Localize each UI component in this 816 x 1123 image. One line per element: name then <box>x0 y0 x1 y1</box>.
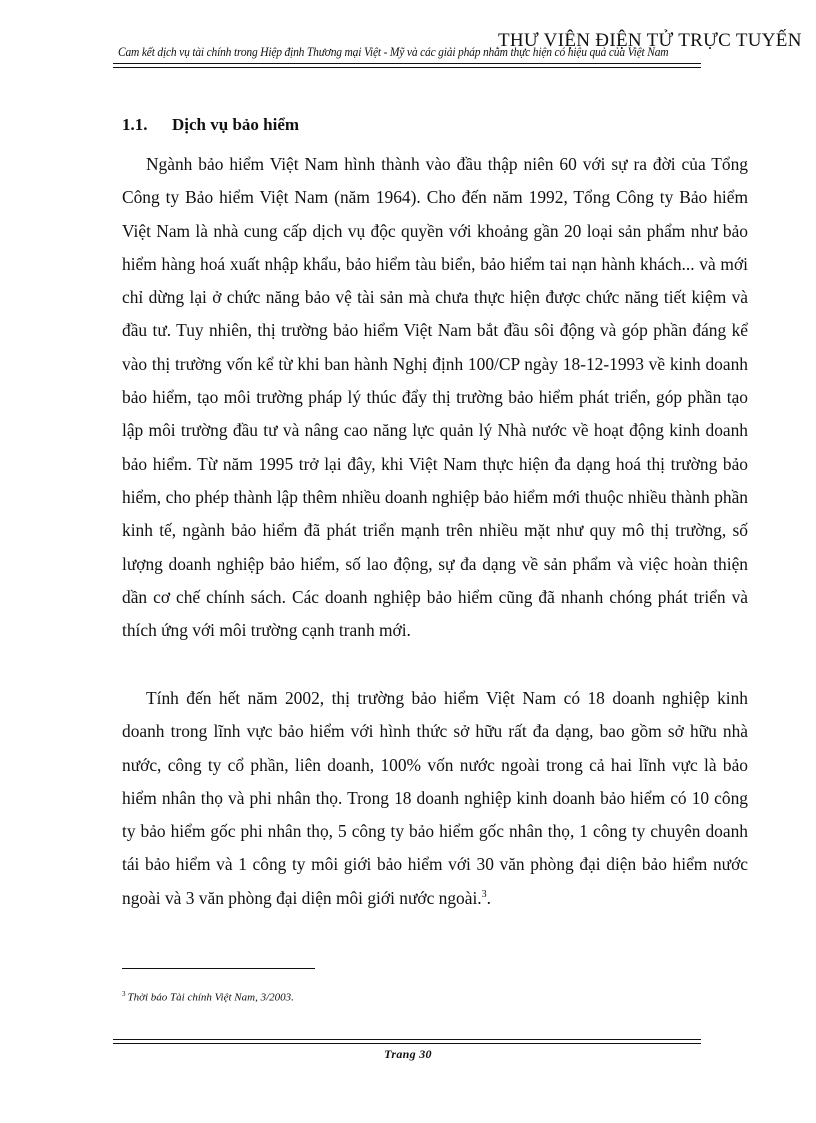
paragraph-1-text: Ngành bảo hiểm Việt Nam hình thành vào đầu thập niên 60 với sự ra đời của Tổng Công ty Bảo hiểm Việt Nam (năm 1964). Cho đến năm 1992, Tổng Công ty Bảo hiểm Việt Nam là nhà cung cấp dịch vụ độc quyền với khoảng gần 20 loại sản phẩm như bảo hiểm hàng hoá xuất nhập khẩu, bảo hiểm tàu biển, bảo hiểm tai nạn hành khách... và mới chỉ dừng lại ở chức năng bảo vệ tài sản mà chưa thực hiện được chức năng tiết kiệm và đầu tư. Tuy nhiên, thị trường bảo hiểm Việt Nam bắt đầu sôi động và góp phần đáng kể vào thị trường vốn kể từ khi ban hành Nghị định 100/CP ngày 18-12-1993 về kinh doanh bảo hiểm, tạo môi trường pháp lý thúc đẩy thị trường bảo hiểm phát triển, góp phần tạo lập môi trường đầu tư và nâng cao năng lực quản lý Nhà nước về hoạt động kinh doanh bảo hiểm. Từ năm 1995 trở lại đây, khi Việt Nam thực hiện đa dạng hoá thị trường bảo hiểm, cho phép thành lập thêm nhiều doanh nghiệp bảo hiểm mới thuộc nhiều thành phần kinh tế, ngành bảo hiểm đã phát triển mạnh trên nhiều mặt như quy mô thị trường, số lượng doanh nghiệp bảo hiểm, số lao động, sự đa dạng về sản phẩm và việc hoàn thiện dần cơ chế chính sách. Các doanh nghiệp bảo hiểm cũng đã nhanh chóng phát triển và thích ứng với môi trường cạnh tranh mới. <box>122 154 748 641</box>
header-rule-bottom <box>113 67 701 68</box>
paragraph-2: Tính đến hết năm 2002, thị trường bảo hiểm Việt Nam có 18 doanh nghiệp kinh doanh trong lĩnh vực bảo hiểm với hình thức sở hữu rất đa dạng, bao gồm sở hữu nhà nước, công ty cổ phần, liên doanh, 100% vốn nước ngoài trong cả hai lĩnh vực là bảo hiểm nhân thọ và phi nhân thọ. Trong 18 doanh nghiệp kinh doanh bảo hiểm có 10 công ty bảo hiểm gốc phi nhân thọ, 5 công ty bảo hiểm gốc nhân thọ, 1 công ty chuyên doanh tái bảo hiểm và 1 công ty môi giới bảo hiểm với 30 văn phòng đại diện bảo hiểm nước ngoài và 3 văn phòng đại diện môi giới nước ngoài.$^3$. <box>122 688 748 908</box>
page-number: Trang 30 <box>384 1047 432 1061</box>
footnote-number: 3 <box>122 990 126 998</box>
footnote <box>122 990 294 1004</box>
library-watermark: THƯ VIỆN ĐIỆN TỬ TRỰC TUYẾN <box>498 30 802 51</box>
running-header-title: Cam kết dịch vụ tài chính trong Hiệp định Thương mại Việt - Mỹ và các giải pháp nhằm thực hiện có hiệu quả của Việt Nam <box>118 45 669 59</box>
paragraph-2-text: Tính đến hết năm 2002, thị trường bảo hiểm Việt Nam có 18 doanh nghiệp kinh doanh trong lĩnh vực bảo hiểm với hình thức sở hữu rất đa dạng, bao gồm sở hữu nhà nước, công ty cổ phần, liên doanh, 100% vốn nước ngoài trong cả hai lĩnh vực là bảo hiểm nhân thọ và phi nhân thọ. Trong 18 doanh nghiệp kinh doanh bảo hiểm có 10 công ty bảo hiểm gốc phi nhân thọ, 5 công ty bảo hiểm gốc nhân thọ, 1 công ty chuyên doanh tái bảo hiểm và 1 công ty môi giới bảo hiểm với 30 văn phòng đại diện bảo hiểm nước ngoài và 3 văn phòng đại diện môi giới nước ngoài. <box>122 688 748 908</box>
footnote-separator <box>122 968 315 969</box>
footer-rule-bottom <box>113 1043 701 1044</box>
footer-rule-top <box>113 1039 701 1040</box>
section-heading <box>122 115 299 135</box>
section-number: 1.1. <box>122 115 148 134</box>
footnote-reference[interactable]: 3 <box>481 888 487 900</box>
footnote-text: Thời báo Tài chính Việt Nam, 3/2003. <box>127 991 294 1004</box>
section-title: Dịch vụ bảo hiểm <box>172 115 300 134</box>
paragraph-1 <box>122 148 748 647</box>
header-rule-top <box>113 63 701 64</box>
